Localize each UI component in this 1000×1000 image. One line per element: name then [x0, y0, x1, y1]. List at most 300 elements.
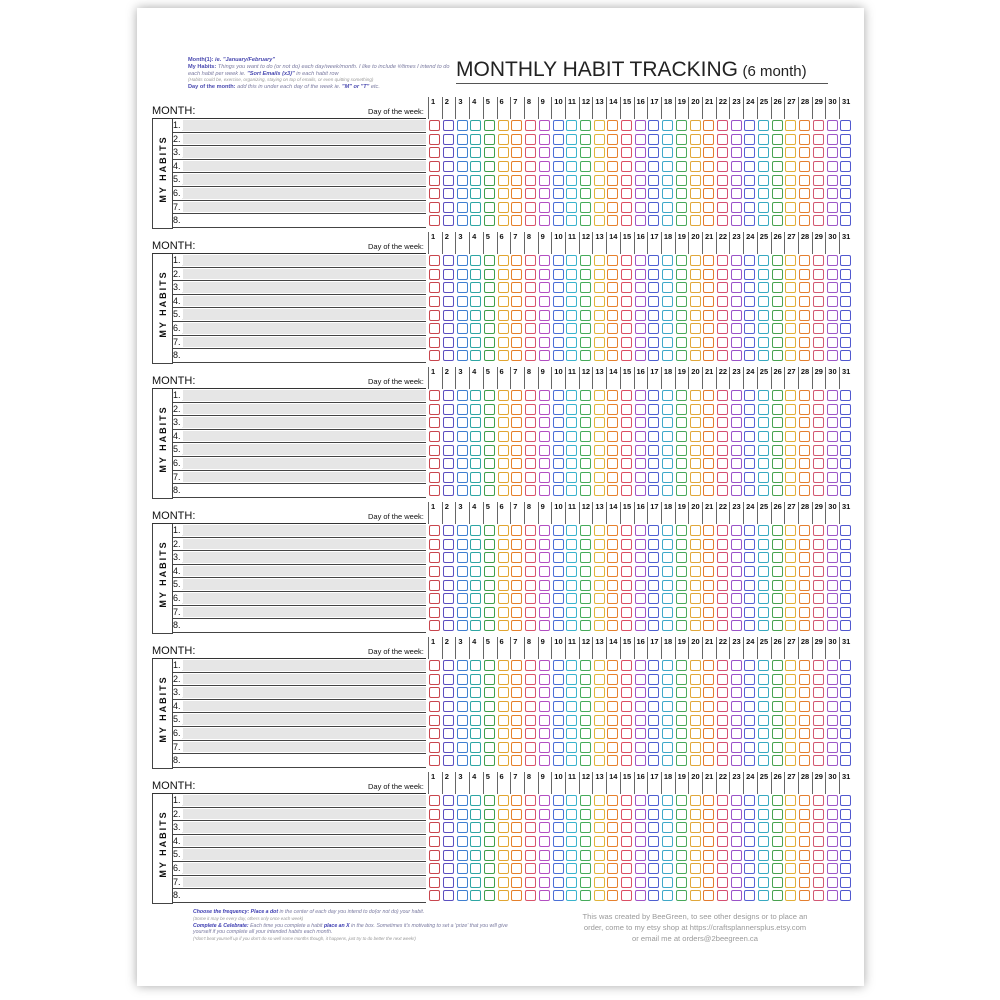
habit-checkbox[interactable] — [539, 485, 550, 496]
habit-checkbox[interactable] — [457, 485, 468, 496]
habit-checkbox[interactable] — [621, 620, 632, 631]
habit-checkbox[interactable] — [511, 417, 522, 428]
habit-checkbox[interactable] — [840, 863, 851, 874]
habit-checkbox[interactable] — [498, 742, 509, 753]
habit-checkbox[interactable] — [511, 525, 522, 536]
habit-checkbox[interactable] — [553, 809, 564, 820]
habit-checkbox[interactable] — [607, 458, 618, 469]
habit-checkbox[interactable] — [484, 674, 495, 685]
habit-checkbox[interactable] — [731, 552, 742, 563]
habit-checkbox[interactable] — [635, 607, 646, 618]
habit-row[interactable] — [172, 308, 426, 322]
habit-checkbox[interactable] — [662, 687, 673, 698]
habit-checkbox[interactable] — [662, 566, 673, 577]
habit-checkbox[interactable] — [785, 687, 796, 698]
habit-checkbox[interactable] — [813, 417, 824, 428]
habit-checkbox[interactable] — [443, 445, 454, 456]
habit-row[interactable] — [172, 821, 426, 835]
habit-checkbox[interactable] — [772, 607, 783, 618]
habit-checkbox[interactable] — [703, 822, 714, 833]
habit-checkbox[interactable] — [744, 175, 755, 186]
habit-checkbox[interactable] — [648, 202, 659, 213]
habit-checkbox[interactable] — [676, 620, 687, 631]
habit-checkbox[interactable] — [621, 687, 632, 698]
habit-checkbox[interactable] — [813, 188, 824, 199]
habit-row[interactable] — [172, 389, 426, 403]
habit-checkbox[interactable] — [813, 607, 824, 618]
habit-checkbox[interactable] — [594, 701, 605, 712]
habit-checkbox[interactable] — [731, 863, 742, 874]
habit-field[interactable] — [182, 161, 426, 172]
habit-checkbox[interactable] — [785, 485, 796, 496]
habit-row[interactable] — [172, 403, 426, 417]
habit-checkbox[interactable] — [662, 161, 673, 172]
habit-checkbox[interactable] — [648, 863, 659, 874]
habit-checkbox[interactable] — [758, 728, 769, 739]
habit-checkbox[interactable] — [580, 215, 591, 226]
habit-checkbox[interactable] — [470, 809, 481, 820]
habit-checkbox[interactable] — [690, 120, 701, 131]
habit-checkbox[interactable] — [772, 863, 783, 874]
habit-checkbox[interactable] — [648, 485, 659, 496]
habit-checkbox[interactable] — [731, 687, 742, 698]
habit-checkbox[interactable] — [580, 822, 591, 833]
habit-checkbox[interactable] — [594, 742, 605, 753]
habit-checkbox[interactable] — [580, 188, 591, 199]
habit-checkbox[interactable] — [594, 161, 605, 172]
habit-checkbox[interactable] — [511, 323, 522, 334]
habit-checkbox[interactable] — [785, 850, 796, 861]
habit-checkbox[interactable] — [690, 485, 701, 496]
habit-checkbox[interactable] — [580, 890, 591, 901]
habit-checkbox[interactable] — [470, 552, 481, 563]
habit-checkbox[interactable] — [717, 674, 728, 685]
habit-checkbox[interactable] — [511, 701, 522, 712]
habit-checkbox[interactable] — [580, 863, 591, 874]
habit-checkbox[interactable] — [553, 310, 564, 321]
habit-checkbox[interactable] — [717, 607, 728, 618]
habit-checkbox[interactable] — [443, 350, 454, 361]
habit-checkbox[interactable] — [827, 877, 838, 888]
habit-checkbox[interactable] — [840, 147, 851, 158]
habit-checkbox[interactable] — [566, 687, 577, 698]
habit-checkbox[interactable] — [813, 836, 824, 847]
habit-checkbox[interactable] — [772, 674, 783, 685]
habit-checkbox[interactable] — [813, 161, 824, 172]
habit-checkbox[interactable] — [731, 822, 742, 833]
habit-checkbox[interactable] — [539, 431, 550, 442]
habit-checkbox[interactable] — [607, 202, 618, 213]
habit-checkbox[interactable] — [758, 485, 769, 496]
habit-checkbox[interactable] — [470, 175, 481, 186]
habit-checkbox[interactable] — [607, 728, 618, 739]
habit-checkbox[interactable] — [744, 580, 755, 591]
habit-row[interactable] — [172, 727, 426, 741]
habit-checkbox[interactable] — [758, 255, 769, 266]
habit-checkbox[interactable] — [731, 323, 742, 334]
habit-checkbox[interactable] — [648, 337, 659, 348]
habit-checkbox[interactable] — [539, 134, 550, 145]
habit-checkbox[interactable] — [840, 728, 851, 739]
habit-checkbox[interactable] — [690, 539, 701, 550]
habit-checkbox[interactable] — [731, 404, 742, 415]
habit-checkbox[interactable] — [553, 607, 564, 618]
habit-checkbox[interactable] — [813, 580, 824, 591]
habit-checkbox[interactable] — [648, 674, 659, 685]
habit-checkbox[interactable] — [525, 620, 536, 631]
habit-row[interactable] — [172, 295, 426, 309]
habit-checkbox[interactable] — [635, 350, 646, 361]
habit-checkbox[interactable] — [498, 175, 509, 186]
habit-checkbox[interactable] — [758, 161, 769, 172]
habit-checkbox[interactable] — [827, 566, 838, 577]
habit-checkbox[interactable] — [621, 660, 632, 671]
habit-checkbox[interactable] — [827, 310, 838, 321]
habit-checkbox[interactable] — [539, 742, 550, 753]
habit-checkbox[interactable] — [703, 417, 714, 428]
habit-checkbox[interactable] — [717, 687, 728, 698]
habit-checkbox[interactable] — [470, 120, 481, 131]
habit-checkbox[interactable] — [553, 525, 564, 536]
habit-checkbox[interactable] — [635, 701, 646, 712]
habit-checkbox[interactable] — [827, 350, 838, 361]
habit-checkbox[interactable] — [429, 323, 440, 334]
habit-checkbox[interactable] — [758, 323, 769, 334]
habit-checkbox[interactable] — [525, 809, 536, 820]
habit-row[interactable] — [172, 754, 426, 768]
habit-checkbox[interactable] — [703, 674, 714, 685]
habit-checkbox[interactable] — [429, 593, 440, 604]
habit-checkbox[interactable] — [676, 660, 687, 671]
habit-checkbox[interactable] — [690, 607, 701, 618]
habit-checkbox[interactable] — [827, 660, 838, 671]
habit-checkbox[interactable] — [553, 485, 564, 496]
habit-checkbox[interactable] — [717, 255, 728, 266]
habit-checkbox[interactable] — [840, 175, 851, 186]
habit-checkbox[interactable] — [662, 836, 673, 847]
habit-checkbox[interactable] — [827, 795, 838, 806]
habit-checkbox[interactable] — [840, 607, 851, 618]
habit-checkbox[interactable] — [840, 620, 851, 631]
habit-checkbox[interactable] — [429, 269, 440, 280]
habit-checkbox[interactable] — [580, 485, 591, 496]
habit-checkbox[interactable] — [470, 147, 481, 158]
habit-checkbox[interactable] — [676, 188, 687, 199]
habit-checkbox[interactable] — [690, 215, 701, 226]
habit-checkbox[interactable] — [607, 417, 618, 428]
habit-checkbox[interactable] — [703, 620, 714, 631]
habit-checkbox[interactable] — [676, 593, 687, 604]
habit-checkbox[interactable] — [429, 445, 440, 456]
habit-checkbox[interactable] — [703, 525, 714, 536]
habit-checkbox[interactable] — [539, 404, 550, 415]
habit-checkbox[interactable] — [772, 580, 783, 591]
habit-checkbox[interactable] — [470, 390, 481, 401]
habit-checkbox[interactable] — [484, 417, 495, 428]
habit-checkbox[interactable] — [772, 809, 783, 820]
habit-checkbox[interactable] — [662, 607, 673, 618]
habit-checkbox[interactable] — [744, 458, 755, 469]
habit-checkbox[interactable] — [813, 660, 824, 671]
habit-checkbox[interactable] — [566, 701, 577, 712]
habit-checkbox[interactable] — [539, 539, 550, 550]
habit-row[interactable] — [172, 808, 426, 822]
habit-checkbox[interactable] — [840, 715, 851, 726]
habit-checkbox[interactable] — [498, 417, 509, 428]
habit-checkbox[interactable] — [498, 390, 509, 401]
habit-checkbox[interactable] — [744, 539, 755, 550]
habit-checkbox[interactable] — [799, 539, 810, 550]
habit-checkbox[interactable] — [525, 458, 536, 469]
habit-checkbox[interactable] — [525, 472, 536, 483]
habit-checkbox[interactable] — [553, 580, 564, 591]
habit-checkbox[interactable] — [744, 822, 755, 833]
habit-checkbox[interactable] — [717, 539, 728, 550]
habit-row[interactable] — [172, 457, 426, 471]
habit-row[interactable] — [172, 281, 426, 295]
habit-checkbox[interactable] — [525, 580, 536, 591]
habit-checkbox[interactable] — [511, 593, 522, 604]
habit-field[interactable] — [182, 337, 426, 348]
habit-checkbox[interactable] — [484, 282, 495, 293]
habit-checkbox[interactable] — [703, 580, 714, 591]
habit-checkbox[interactable] — [635, 161, 646, 172]
habit-checkbox[interactable] — [703, 147, 714, 158]
habit-checkbox[interactable] — [484, 175, 495, 186]
habit-checkbox[interactable] — [443, 836, 454, 847]
habit-checkbox[interactable] — [470, 755, 481, 766]
habit-checkbox[interactable] — [717, 120, 728, 131]
habit-checkbox[interactable] — [525, 485, 536, 496]
habit-checkbox[interactable] — [429, 134, 440, 145]
habit-checkbox[interactable] — [799, 674, 810, 685]
habit-checkbox[interactable] — [566, 269, 577, 280]
habit-checkbox[interactable] — [594, 269, 605, 280]
habit-checkbox[interactable] — [635, 715, 646, 726]
habit-checkbox[interactable] — [758, 215, 769, 226]
habit-checkbox[interactable] — [758, 593, 769, 604]
habit-checkbox[interactable] — [525, 269, 536, 280]
habit-checkbox[interactable] — [690, 445, 701, 456]
habit-checkbox[interactable] — [799, 458, 810, 469]
habit-checkbox[interactable] — [717, 593, 728, 604]
habit-checkbox[interactable] — [731, 701, 742, 712]
habit-checkbox[interactable] — [813, 755, 824, 766]
habit-checkbox[interactable] — [594, 417, 605, 428]
habit-checkbox[interactable] — [566, 431, 577, 442]
habit-checkbox[interactable] — [840, 795, 851, 806]
habit-checkbox[interactable] — [525, 850, 536, 861]
habit-checkbox[interactable] — [785, 552, 796, 563]
habit-checkbox[interactable] — [498, 485, 509, 496]
habit-field[interactable] — [182, 525, 426, 536]
habit-checkbox[interactable] — [457, 701, 468, 712]
habit-checkbox[interactable] — [594, 525, 605, 536]
habit-checkbox[interactable] — [525, 337, 536, 348]
habit-checkbox[interactable] — [758, 417, 769, 428]
habit-checkbox[interactable] — [594, 431, 605, 442]
habit-checkbox[interactable] — [607, 431, 618, 442]
habit-checkbox[interactable] — [676, 310, 687, 321]
habit-checkbox[interactable] — [703, 202, 714, 213]
habit-checkbox[interactable] — [594, 202, 605, 213]
habit-checkbox[interactable] — [621, 715, 632, 726]
habit-checkbox[interactable] — [772, 134, 783, 145]
habit-field[interactable] — [182, 472, 426, 483]
habit-checkbox[interactable] — [758, 566, 769, 577]
habit-checkbox[interactable] — [772, 701, 783, 712]
habit-checkbox[interactable] — [813, 687, 824, 698]
habit-checkbox[interactable] — [785, 742, 796, 753]
habit-field[interactable] — [182, 593, 426, 604]
habit-checkbox[interactable] — [648, 323, 659, 334]
habit-checkbox[interactable] — [621, 310, 632, 321]
habit-checkbox[interactable] — [525, 296, 536, 307]
habit-checkbox[interactable] — [429, 350, 440, 361]
habit-checkbox[interactable] — [607, 255, 618, 266]
habit-checkbox[interactable] — [648, 445, 659, 456]
habit-checkbox[interactable] — [717, 390, 728, 401]
habit-checkbox[interactable] — [799, 728, 810, 739]
habit-checkbox[interactable] — [484, 593, 495, 604]
habit-checkbox[interactable] — [648, 580, 659, 591]
habit-checkbox[interactable] — [621, 404, 632, 415]
habit-checkbox[interactable] — [799, 255, 810, 266]
habit-checkbox[interactable] — [676, 552, 687, 563]
habit-checkbox[interactable] — [525, 863, 536, 874]
habit-checkbox[interactable] — [827, 822, 838, 833]
habit-checkbox[interactable] — [840, 269, 851, 280]
habit-checkbox[interactable] — [772, 120, 783, 131]
habit-row[interactable] — [172, 214, 426, 228]
habit-checkbox[interactable] — [457, 269, 468, 280]
habit-checkbox[interactable] — [525, 202, 536, 213]
habit-checkbox[interactable] — [635, 580, 646, 591]
habit-checkbox[interactable] — [731, 580, 742, 591]
habit-row[interactable] — [172, 619, 426, 633]
habit-checkbox[interactable] — [457, 390, 468, 401]
habit-checkbox[interactable] — [703, 566, 714, 577]
habit-checkbox[interactable] — [717, 863, 728, 874]
habit-checkbox[interactable] — [470, 890, 481, 901]
habit-checkbox[interactable] — [539, 188, 550, 199]
habit-checkbox[interactable] — [662, 323, 673, 334]
habit-checkbox[interactable] — [498, 890, 509, 901]
habit-checkbox[interactable] — [662, 147, 673, 158]
habit-checkbox[interactable] — [484, 269, 495, 280]
habit-checkbox[interactable] — [840, 296, 851, 307]
habit-checkbox[interactable] — [731, 255, 742, 266]
habit-checkbox[interactable] — [717, 525, 728, 536]
habit-checkbox[interactable] — [594, 890, 605, 901]
habit-checkbox[interactable] — [539, 525, 550, 536]
habit-checkbox[interactable] — [717, 323, 728, 334]
habit-checkbox[interactable] — [457, 310, 468, 321]
habit-checkbox[interactable] — [690, 701, 701, 712]
habit-checkbox[interactable] — [621, 296, 632, 307]
habit-checkbox[interactable] — [553, 215, 564, 226]
habit-checkbox[interactable] — [457, 863, 468, 874]
habit-checkbox[interactable] — [511, 282, 522, 293]
habit-checkbox[interactable] — [635, 620, 646, 631]
habit-checkbox[interactable] — [594, 728, 605, 739]
habit-checkbox[interactable] — [772, 755, 783, 766]
habit-checkbox[interactable] — [443, 175, 454, 186]
habit-checkbox[interactable] — [553, 863, 564, 874]
habit-checkbox[interactable] — [772, 269, 783, 280]
habit-checkbox[interactable] — [443, 390, 454, 401]
habit-checkbox[interactable] — [525, 607, 536, 618]
habit-checkbox[interactable] — [607, 445, 618, 456]
habit-checkbox[interactable] — [470, 539, 481, 550]
habit-checkbox[interactable] — [443, 188, 454, 199]
habit-row[interactable] — [172, 741, 426, 755]
habit-checkbox[interactable] — [470, 417, 481, 428]
habit-checkbox[interactable] — [429, 215, 440, 226]
habit-checkbox[interactable] — [648, 350, 659, 361]
habit-checkbox[interactable] — [744, 282, 755, 293]
habit-checkbox[interactable] — [635, 417, 646, 428]
habit-checkbox[interactable] — [717, 660, 728, 671]
habit-checkbox[interactable] — [594, 485, 605, 496]
habit-checkbox[interactable] — [635, 728, 646, 739]
habit-checkbox[interactable] — [758, 674, 769, 685]
habit-checkbox[interactable] — [785, 877, 796, 888]
habit-checkbox[interactable] — [703, 282, 714, 293]
habit-checkbox[interactable] — [525, 674, 536, 685]
habit-checkbox[interactable] — [840, 809, 851, 820]
habit-checkbox[interactable] — [827, 323, 838, 334]
habit-checkbox[interactable] — [827, 728, 838, 739]
habit-checkbox[interactable] — [785, 822, 796, 833]
habit-checkbox[interactable] — [785, 282, 796, 293]
habit-checkbox[interactable] — [703, 742, 714, 753]
habit-checkbox[interactable] — [594, 755, 605, 766]
habit-checkbox[interactable] — [457, 742, 468, 753]
habit-checkbox[interactable] — [827, 890, 838, 901]
habit-checkbox[interactable] — [539, 161, 550, 172]
habit-checkbox[interactable] — [717, 728, 728, 739]
habit-checkbox[interactable] — [635, 795, 646, 806]
habit-checkbox[interactable] — [525, 822, 536, 833]
habit-checkbox[interactable] — [758, 431, 769, 442]
habit-checkbox[interactable] — [539, 147, 550, 158]
habit-checkbox[interactable] — [676, 134, 687, 145]
habit-checkbox[interactable] — [703, 539, 714, 550]
habit-checkbox[interactable] — [785, 431, 796, 442]
habit-checkbox[interactable] — [785, 445, 796, 456]
habit-checkbox[interactable] — [553, 890, 564, 901]
habit-checkbox[interactable] — [553, 337, 564, 348]
habit-checkbox[interactable] — [525, 660, 536, 671]
habit-checkbox[interactable] — [690, 390, 701, 401]
habit-checkbox[interactable] — [553, 269, 564, 280]
habit-checkbox[interactable] — [525, 120, 536, 131]
habit-checkbox[interactable] — [703, 795, 714, 806]
habit-checkbox[interactable] — [648, 417, 659, 428]
habit-checkbox[interactable] — [484, 742, 495, 753]
habit-checkbox[interactable] — [635, 134, 646, 145]
habit-checkbox[interactable] — [648, 404, 659, 415]
habit-checkbox[interactable] — [511, 620, 522, 631]
habit-checkbox[interactable] — [511, 755, 522, 766]
habit-checkbox[interactable] — [443, 728, 454, 739]
habit-checkbox[interactable] — [594, 282, 605, 293]
habit-checkbox[interactable] — [457, 472, 468, 483]
habit-checkbox[interactable] — [690, 282, 701, 293]
habit-checkbox[interactable] — [539, 552, 550, 563]
habit-checkbox[interactable] — [498, 539, 509, 550]
